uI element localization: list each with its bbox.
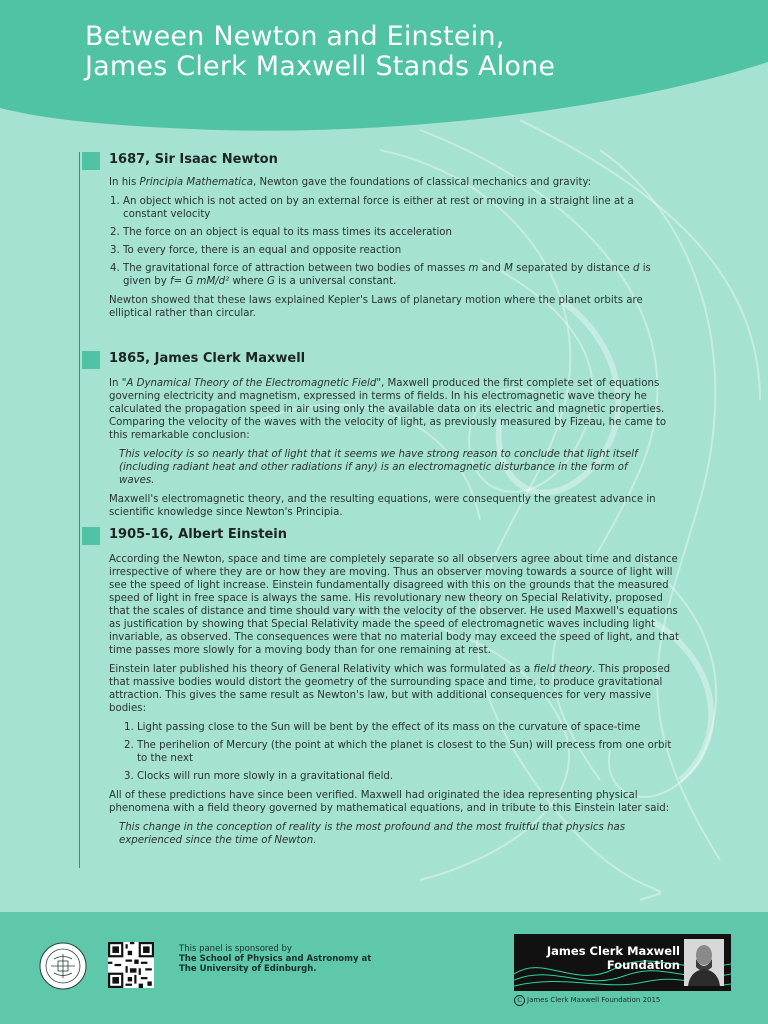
gravity-formula: f= G mM/d² xyxy=(170,276,230,287)
paper-title: "A Dynamical Theory of the Electromagnetic Field" xyxy=(121,378,382,389)
einstein-predictions-list xyxy=(109,721,679,783)
section-marker xyxy=(82,527,100,545)
einstein-para-2 xyxy=(109,663,679,715)
section-marker xyxy=(82,152,100,170)
qr-code-icon xyxy=(108,942,154,988)
maxwell-quote: This velocity is so nearly that of light that it seems we have strong reason to conclude that light itself (including radiant heat and other radiations if any) is an electromagnetic disturbance in the form of waves. xyxy=(119,449,638,486)
foundation-logo xyxy=(514,934,731,991)
sponsor-credit xyxy=(179,944,371,974)
copyright-notice xyxy=(514,995,660,1006)
einstein-para-3: All of these predictions have since been verified. Maxwell had originated the idea representing physical phenomena with a field theory governed by mathematical equations, and in tribute to this Einstein later said: xyxy=(109,790,670,814)
text: , Maxwell produced the first complete set of equations governing electricity and magnetism, expressed in terms of fields. In his electromagnetic wave theory he calculated the propagation speed in air using only the available data on its electric and magnetic properties. Comparing the velocity of the waves with the velocity of light, as previously measured by Fizeau, he came to this remarkable conclusion: xyxy=(109,378,667,441)
copyright-symbol: C xyxy=(514,995,525,1006)
text: In his xyxy=(109,177,140,188)
text: and xyxy=(478,263,505,274)
text: , Newton gave the foundations of classical mechanics and gravity: xyxy=(252,177,592,188)
principia-title: Principia Mathematica xyxy=(139,177,253,188)
title-line-2: James Clerk Maxwell Stands Alone xyxy=(85,51,556,82)
text: . This proposed that massive bodies would distort the geometry of the surrounding space and time, to produce gravitational attraction. This gives the same result as Newton's law, but with additional consequences for very massive bodies: xyxy=(109,664,671,714)
symbol-G: G xyxy=(267,276,275,287)
list-item: 1. An object which is not acted on by an external force is either at rest or moving in a straight line at a constant velocity xyxy=(123,195,679,221)
einstein-quote: This change in the conception of reality is the most profound and the most fruitful that physics has experienced since the time of Newton. xyxy=(119,822,626,846)
page-title xyxy=(85,22,555,82)
symbol-M: M xyxy=(504,263,513,274)
list-item: 2. The force on an object is equal to its mass times its acceleration xyxy=(123,226,679,239)
section-heading-einstein: 1905-16, Albert Einstein xyxy=(109,527,287,542)
list-item: 3. To every force, there is an equal and opposite reaction xyxy=(123,244,679,257)
sponsor-line-2 xyxy=(179,954,371,964)
text: Einstein later published his theory of General Relativity which was formulated as a xyxy=(109,664,534,675)
newton-laws-list xyxy=(109,195,679,288)
maxwell-body xyxy=(109,377,679,525)
foundation-logo-text xyxy=(530,944,680,972)
sponsor-school: The School of Physics and Astronomy at xyxy=(179,954,372,964)
copyright-text: James Clerk Maxwell Foundation 2015 xyxy=(527,996,661,1004)
list-item: 3. Clocks will run more slowly in a gravitational field. xyxy=(137,770,679,783)
title-line-1: Between Newton and Einstein, xyxy=(85,21,505,52)
section-marker xyxy=(82,351,100,369)
text: where xyxy=(229,276,267,287)
text: The gravitational force of attraction between two bodies of masses xyxy=(123,263,469,274)
timeline-rule xyxy=(79,152,80,868)
maxwell-intro xyxy=(109,377,679,442)
text: is given by xyxy=(123,263,651,287)
field-theory-term: field theory xyxy=(533,664,593,675)
text: is a universal constant. xyxy=(274,276,397,287)
newton-intro xyxy=(109,176,679,189)
logo-line-2: Foundation xyxy=(606,958,680,972)
text: In xyxy=(109,378,122,389)
list-item: 1. Light passing close to the Sun will be bent by the effect of its mass on the curvature of space-time xyxy=(137,721,679,734)
symbol-d: d xyxy=(632,263,640,274)
list-item: 2. The perihelion of Mercury (the point at which the planet is closest to the Sun) will precess from one orbit to the next xyxy=(137,739,679,765)
text: separated by distance xyxy=(512,263,633,274)
list-item xyxy=(123,262,679,288)
sponsor-university: The University of Edinburgh. xyxy=(179,964,317,974)
sponsor-line-1: This panel is sponsored by xyxy=(179,944,292,954)
newton-body xyxy=(109,176,679,326)
university-seal-icon xyxy=(39,942,87,990)
section-heading-newton: 1687, Sir Isaac Newton xyxy=(109,152,278,167)
maxwell-conclusion: Maxwell's electromagnetic theory, and the resulting equations, were consequently the greatest advance in scientific knowledge since Newton's Principia. xyxy=(109,494,656,518)
logo-line-1: James Clerk Maxwell xyxy=(546,944,680,958)
sponsor-line-3 xyxy=(179,964,371,974)
maxwell-portrait-icon xyxy=(684,939,724,986)
section-heading-maxwell: 1865, James Clerk Maxwell xyxy=(109,351,306,366)
symbol-m: m xyxy=(468,263,479,274)
newton-conclusion: Newton showed that these laws explained Kepler's Laws of planetary motion where the planet orbits are elliptical rather than circular. xyxy=(109,295,643,319)
einstein-para-1: According the Newton, space and time are completely separate so all observers agree about time and distance irrespective of where they are or how they are moving. Thus an observer moving towards a source of light will see the speed of light increase. Einstein fundamentally disagreed with this on the grounds that the measured speed of light in free space is always the same. His revolutionary new theory on Special Relativity, proposed that the scales of distance and time should vary with the velocity of the observer. He used Maxwell's equations as justification by showing that Special Relativity made the speed of electromagnetic waves including light invariable, as observed. The consequences were that no material body may exceed the speed of light, and that time passes more slowly for a moving body than for one remaining at rest. xyxy=(109,554,679,656)
einstein-body xyxy=(109,553,679,853)
